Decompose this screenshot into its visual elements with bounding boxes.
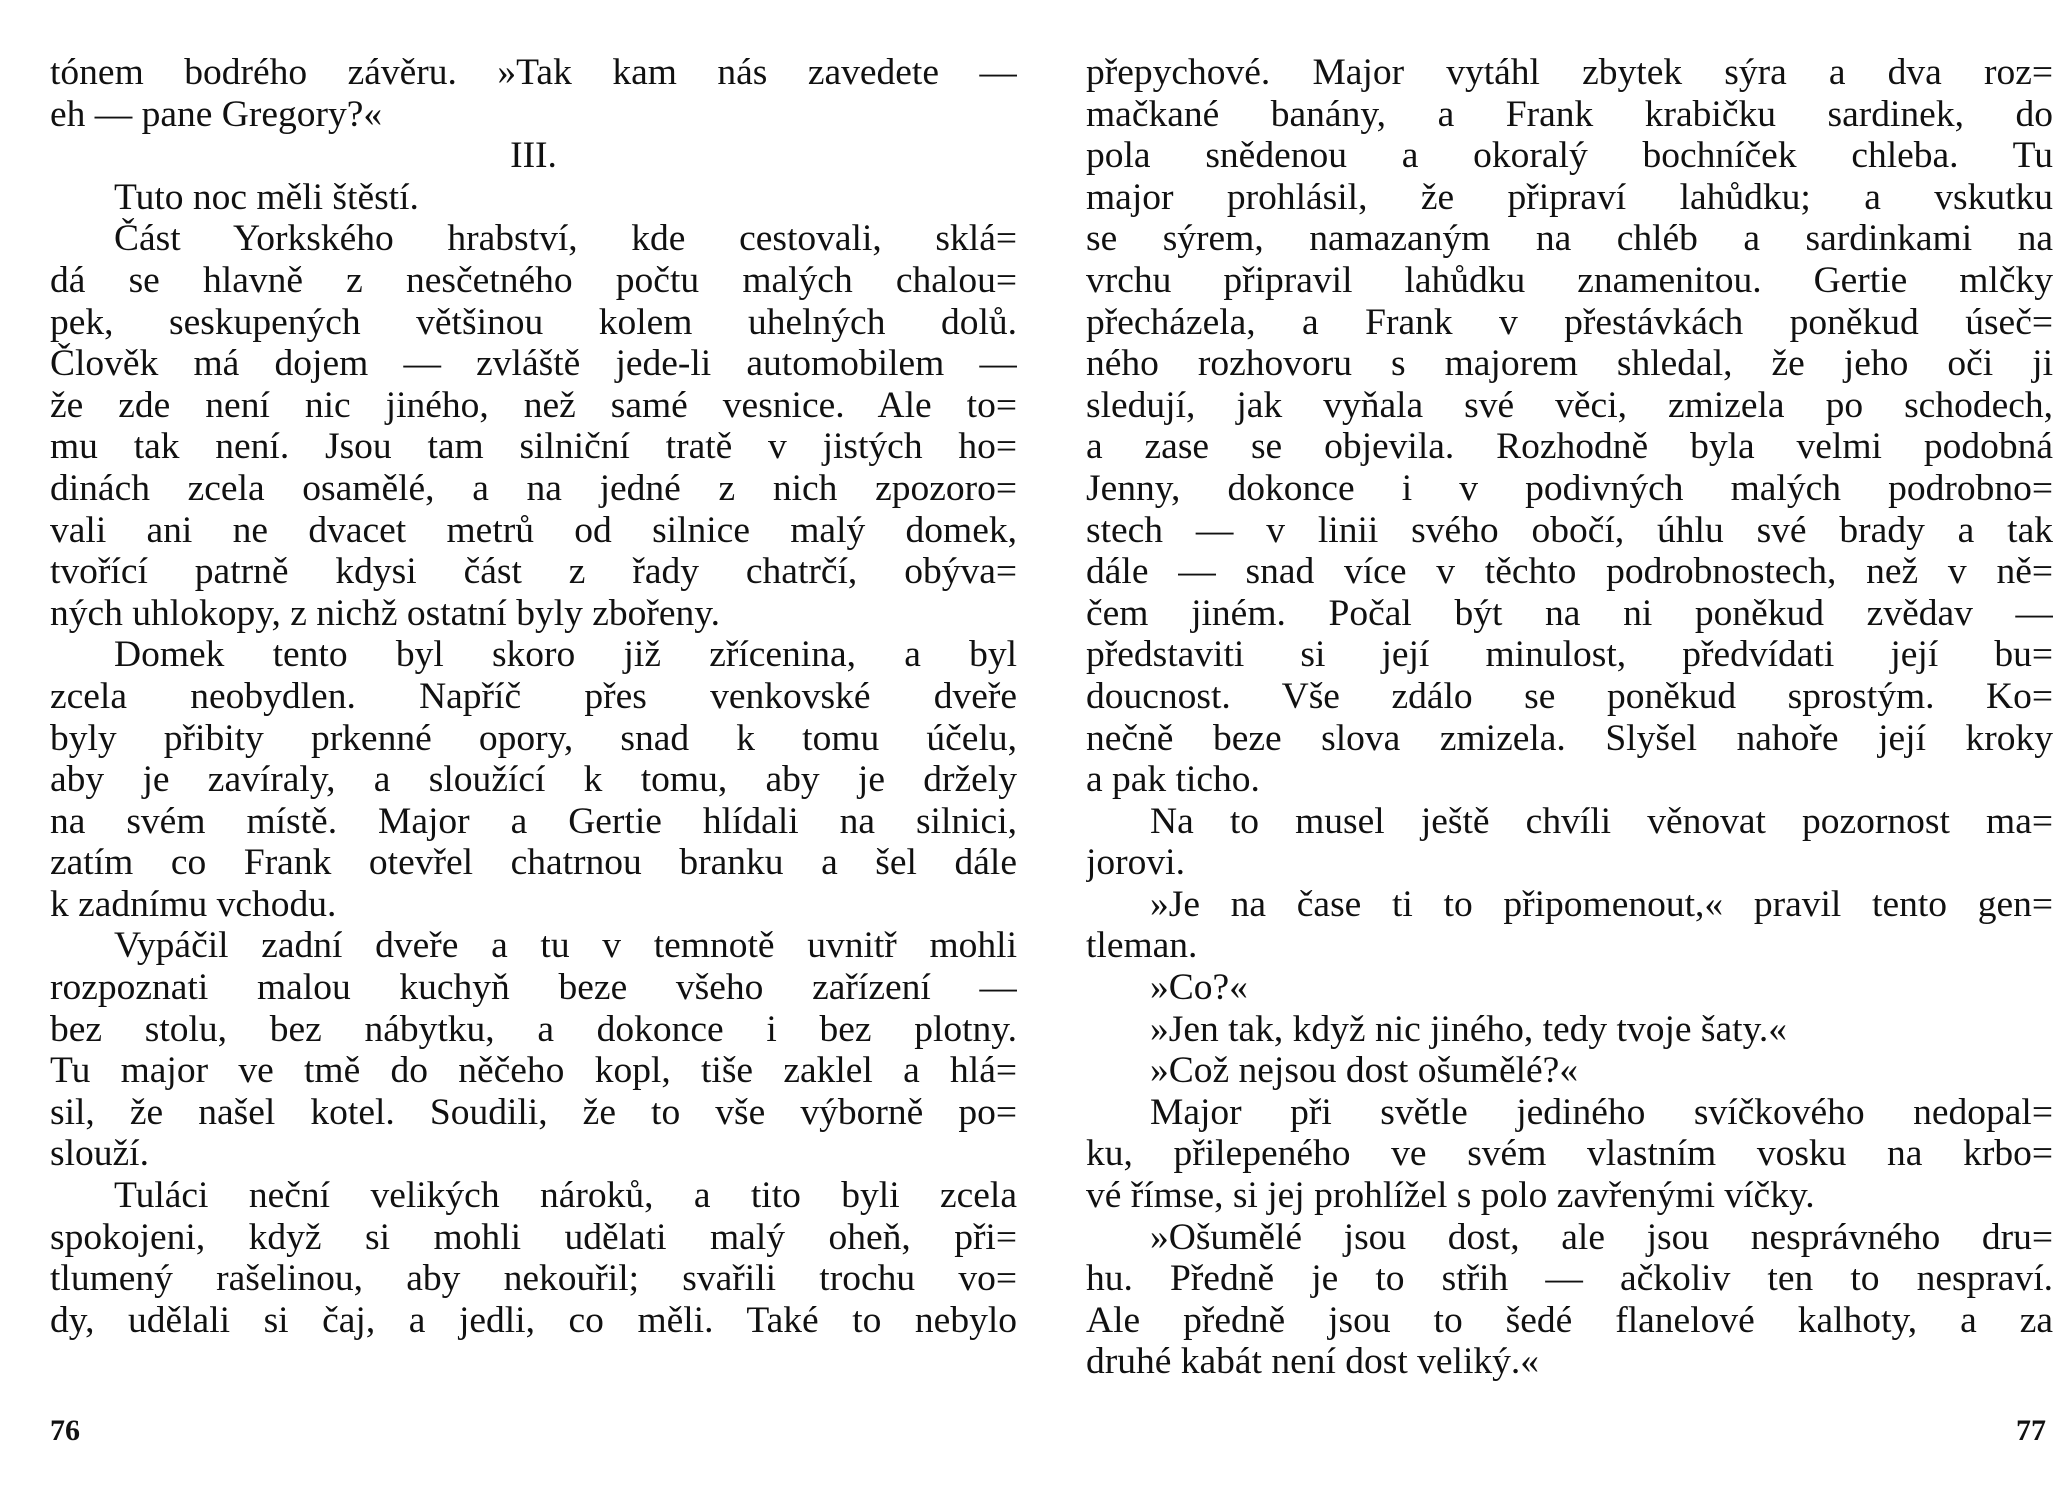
- text-line: doucnost. Vše zdálo se poněkud sprostým. Ko=: [1086, 675, 2053, 717]
- text-line: přecházela, a Frank v přestávkách poněkud úseč=: [1086, 301, 2053, 343]
- text-line: vé římse, si jej prohlížel s polo zavřenými víčky.: [1086, 1175, 1815, 1217]
- page-number-left: 76: [50, 1414, 80, 1447]
- text-line: aby je zavíraly, a sloužící k tomu, aby je držely: [50, 759, 1017, 801]
- text-line: Tuto noc měli štěstí.: [114, 176, 419, 218]
- text-line: mačkané banány, a Frank krabičku sardinek, do: [1086, 93, 2053, 135]
- text-line: zatím co Frank otevřel chatrnou branku a šel dále: [50, 842, 1017, 884]
- text-line: dále — snad více v těchto podrobnostech, než v ně=: [1086, 551, 2053, 593]
- text-line: eh — pane Gregory?«: [50, 93, 383, 135]
- text-line: Tu major ve tmě do něčeho kopl, tiše zaklel a hlá=: [50, 1050, 1017, 1092]
- text-line: »Co?«: [1150, 967, 1248, 1009]
- right-page-text: [1086, 52, 2053, 1383]
- text-line: mu tak není. Jsou tam silniční tratě v jistých ho=: [50, 426, 1017, 468]
- text-line: a pak ticho.: [1086, 759, 1260, 801]
- text-line: čem jiném. Počal být na ni poněkud zvědav —: [1086, 592, 2053, 634]
- text-line: spokojeni, když si mohli udělati malý oheň, při=: [50, 1216, 1017, 1258]
- text-line: představiti si její minulost, předvídati její bu=: [1086, 634, 2053, 676]
- text-line: sil, že našel kotel. Soudili, že to vše výborně po=: [50, 1091, 1017, 1133]
- text-line: Člověk má dojem — zvláště jede-li automobilem —: [50, 343, 1017, 385]
- text-line: tlumený rašelinou, aby nekouřil; svařili trochu vo=: [50, 1258, 1017, 1300]
- text-line: nečně beze slova zmizela. Slyšel nahoře její kroky: [1086, 717, 2053, 759]
- text-line: »Jen tak, když nic jiného, tedy tvoje šaty.«: [1150, 1008, 1788, 1050]
- text-line: Major při světle jediného svíčkového nedopal=: [1150, 1091, 2053, 1133]
- text-line: se sýrem, namazaným na chléb a sardinkami na: [1086, 218, 2053, 260]
- text-line: přepychové. Major vytáhl zbytek sýra a dva roz=: [1086, 52, 2053, 93]
- chapter-heading: III.: [510, 135, 557, 177]
- text-line: Ale předně jsou to šedé flanelové kalhoty, a za: [1086, 1299, 2053, 1341]
- text-line: Jenny, dokonce i v podivných malých podrobno=: [1086, 467, 2053, 509]
- text-line: »Ošumělé jsou dost, ale jsou nesprávného dru=: [1150, 1216, 2053, 1258]
- text-line: tvořící patrně kdysi část z řady chatrčí, obýva=: [50, 551, 1017, 593]
- text-line: vali ani ne dvacet metrů od silnice malý domek,: [50, 509, 1017, 551]
- text-line: hu. Předně je to střih — ačkoliv ten to nespraví.: [1086, 1258, 2053, 1300]
- text-line: dy, udělali si čaj, a jedli, co měli. Také to nebylo: [50, 1299, 1017, 1341]
- text-line: byly přibity prkenné opory, snad k tomu účelu,: [50, 717, 1017, 759]
- text-line: sledují, jak vyňala své věci, zmizela po schodech,: [1086, 384, 2053, 426]
- text-line: Domek tento byl skoro již zřícenina, a byl: [114, 634, 1017, 676]
- text-line: Tuláci neční velikých nároků, a tito byli zcela: [114, 1175, 1017, 1217]
- text-line: na svém místě. Major a Gertie hlídali na silnici,: [50, 800, 1017, 842]
- text-line: a zase se objevila. Rozhodně byla velmi podobná: [1086, 426, 2053, 468]
- text-line: ného rozhovoru s majorem shledal, že jeho oči ji: [1086, 343, 2053, 385]
- text-line: stech — v linii svého obočí, úhlu své brady a tak: [1086, 509, 2053, 551]
- left-page-text: [50, 52, 1017, 1341]
- text-line: jorovi.: [1086, 842, 1185, 884]
- text-line: slouží.: [50, 1133, 149, 1175]
- page-number-right: 77: [2016, 1414, 2046, 1447]
- text-line: »Což nejsou dost ošumělé?«: [1150, 1050, 1579, 1092]
- text-line: ných uhlokopy, z nichž ostatní byly zbořeny.: [50, 592, 720, 634]
- text-line: Vypáčil zadní dveře a tu v temnotě uvnitř mohli: [114, 925, 1017, 967]
- text-line: pola snědenou a okoralý bochníček chleba. Tu: [1086, 135, 2053, 177]
- text-line: k zadnímu vchodu.: [50, 883, 337, 925]
- text-line: ku, přilepeného ve svém vlastním vosku na krbo=: [1086, 1133, 2053, 1175]
- text-line: dinách zcela osamělé, a na jedné z nich zpozoro=: [50, 467, 1017, 509]
- text-line: pek, seskupených většinou kolem uhelných dolů.: [50, 301, 1017, 343]
- text-line: Na to musel ještě chvíli věnovat pozornost ma=: [1150, 800, 2053, 842]
- text-line: bez stolu, bez nábytku, a dokonce i bez plotny.: [50, 1008, 1017, 1050]
- text-line: druhé kabát není dost veliký.«: [1086, 1341, 1540, 1383]
- text-line: tleman.: [1086, 925, 1198, 967]
- text-line: »Je na čase ti to připomenout,« pravil tento gen=: [1150, 883, 2053, 925]
- text-line: Část Yorkského hrabství, kde cestovali, sklá=: [114, 218, 1017, 260]
- text-line: dá se hlavně z nesčetného počtu malých chalou=: [50, 259, 1017, 301]
- text-line: tónem bodrého závěru. »Tak kam nás zavedete —: [50, 52, 1017, 93]
- right-page: [1036, 0, 2072, 1500]
- text-line: rozpoznati malou kuchyň beze všeho zařízení —: [50, 967, 1017, 1009]
- text-line: že zde není nic jiného, než samé vesnice. Ale to=: [50, 384, 1017, 426]
- text-line: vrchu připravil lahůdku znamenitou. Gertie mlčky: [1086, 259, 2053, 301]
- text-line: zcela neobydlen. Napříč přes venkovské dveře: [50, 675, 1017, 717]
- text-line: major prohlásil, že připraví lahůdku; a vskutku: [1086, 176, 2053, 218]
